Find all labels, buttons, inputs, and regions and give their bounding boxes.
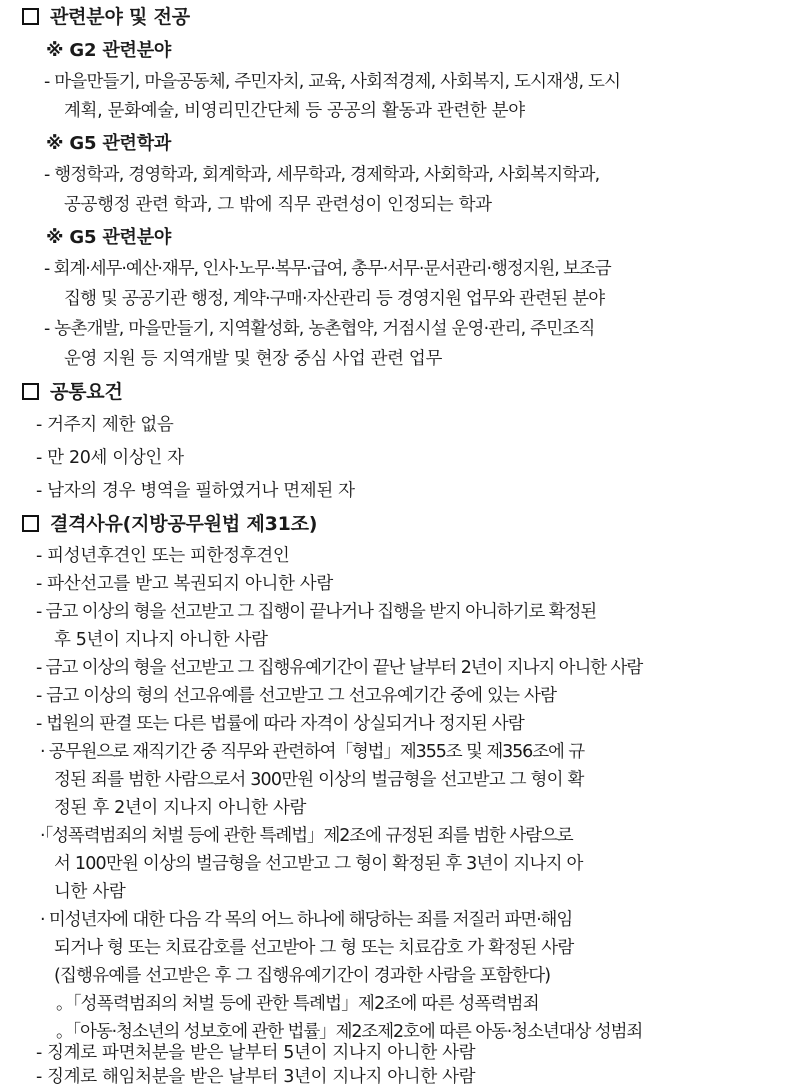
sub-list-item: · 공무원으로 재직기간 중 직무와 관련하여「형법」제355조 및 제356조에 규	[40, 742, 585, 762]
list-item: - 행정학과, 경영학과, 회계학과, 세무학과, 경제학과, 사회학과, 사회복지학과,	[44, 165, 600, 185]
section-heading-related: 관련분야 및 전공	[22, 4, 190, 30]
sub-sub-list-item: 。「성폭력범죄의 처벌 등에 관한 특례법」제2조에 따른 성폭력범죄	[56, 994, 539, 1014]
subheading-g5-major: ※ G5 관련학과	[46, 133, 172, 154]
subheading-g2-field: ※ G2 관련분야	[46, 40, 172, 61]
sub-sub-list-item: 。「아동·청소년의 성보호에 관한 법률」제2조제2호에 따른 아동·청소년대상 성범죄	[56, 1022, 643, 1042]
list-item: - 거주지 제한 없음	[36, 415, 174, 435]
sub-list-item-continued: 정된 후 2년이 지나지 아니한 사람	[54, 798, 307, 818]
list-item: - 징계로 파면처분을 받은 날부터 5년이 지나지 아니한 사람	[36, 1043, 476, 1063]
list-item: - 피성년후견인 또는 피한정후견인	[36, 546, 290, 566]
checkbox-square-icon	[22, 515, 39, 532]
sub-list-item-continued: (집행유예를 선고받은 후 그 집행유예기간이 경과한 사람을 포함한다)	[54, 966, 551, 986]
list-item: - 금고 이상의 형의 선고유예를 선고받고 그 선고유예기간 중에 있는 사람	[36, 686, 557, 706]
checkbox-square-icon	[22, 383, 39, 400]
sub-list-item-continued: 서 100만원 이상의 벌금형을 선고받고 그 형이 확정된 후 3년이 지나지 아	[54, 854, 583, 874]
sub-list-item: · 미성년자에 대한 다음 각 목의 어느 하나에 해당하는 죄를 저질러 파면·해임	[40, 910, 573, 930]
list-item: - 파산선고를 받고 복권되지 아니한 사람	[36, 574, 333, 594]
list-item: - 만 20세 이상인 자	[36, 448, 184, 468]
list-item: - 금고 이상의 형을 선고받고 그 집행유예기간이 끝난 날부터 2년이 지나지 아니한 사람	[36, 658, 643, 678]
list-item-continued: 집행 및 공공기관 행정, 계약·구매·자산관리 등 경영지원 업무와 관련된 분야	[64, 289, 605, 309]
list-item: - 법원의 판결 또는 다른 법률에 따라 자격이 상실되거나 정지된 사람	[36, 714, 524, 734]
subheading-g5-field: ※ G5 관련분야	[46, 227, 172, 248]
list-item: - 마을만들기, 마을공동체, 주민자치, 교육, 사회적경제, 사회복지, 도시재생, 도시	[44, 72, 621, 92]
sub-list-item-continued: 정된 죄를 범한 사람으로서 300만원 이상의 벌금형을 선고받고 그 형이 확	[54, 770, 584, 790]
list-item-continued: 계획, 문화예술, 비영리민간단체 등 공공의 활동과 관련한 분야	[64, 101, 525, 121]
list-item-continued: 공공행정 관련 학과, 그 밖에 직무 관련성이 인정되는 학과	[64, 195, 492, 215]
list-item: - 농촌개발, 마을만들기, 지역활성화, 농촌협약, 거점시설 운영·관리, 주민조직	[44, 319, 595, 339]
list-item: - 남자의 경우 병역을 필하였거나 면제된 자	[36, 481, 355, 501]
list-item: - 회계·세무·예산·재무, 인사·노무·복무·급여, 총무·서무·문서관리·행정지원, 보조금	[44, 259, 611, 279]
list-item-continued: 후 5년이 지나지 아니한 사람	[54, 630, 268, 650]
sub-list-item: ·「성폭력범죄의 처벌 등에 관한 특례법」제2조에 규정된 죄를 범한 사람으로	[40, 826, 573, 846]
list-item: - 금고 이상의 형을 선고받고 그 집행이 끝나거나 집행을 받지 아니하기로 확정된	[36, 602, 597, 622]
section-heading-common: 공통요건	[22, 379, 123, 405]
sub-list-item-continued: 니한 사람	[54, 882, 126, 902]
list-item: - 징계로 해임처분을 받은 날부터 3년이 지나지 아니한 사람	[36, 1067, 476, 1087]
list-item-continued: 운영 지원 등 지역개발 및 현장 중심 사업 관련 업무	[64, 349, 443, 369]
section-heading-disqualification: 결격사유(지방공무원법 제31조)	[22, 511, 317, 537]
sub-list-item-continued: 되거나 형 또는 치료감호를 선고받아 그 형 또는 치료감호 가 확정된 사람	[54, 938, 574, 958]
checkbox-square-icon	[22, 8, 39, 25]
